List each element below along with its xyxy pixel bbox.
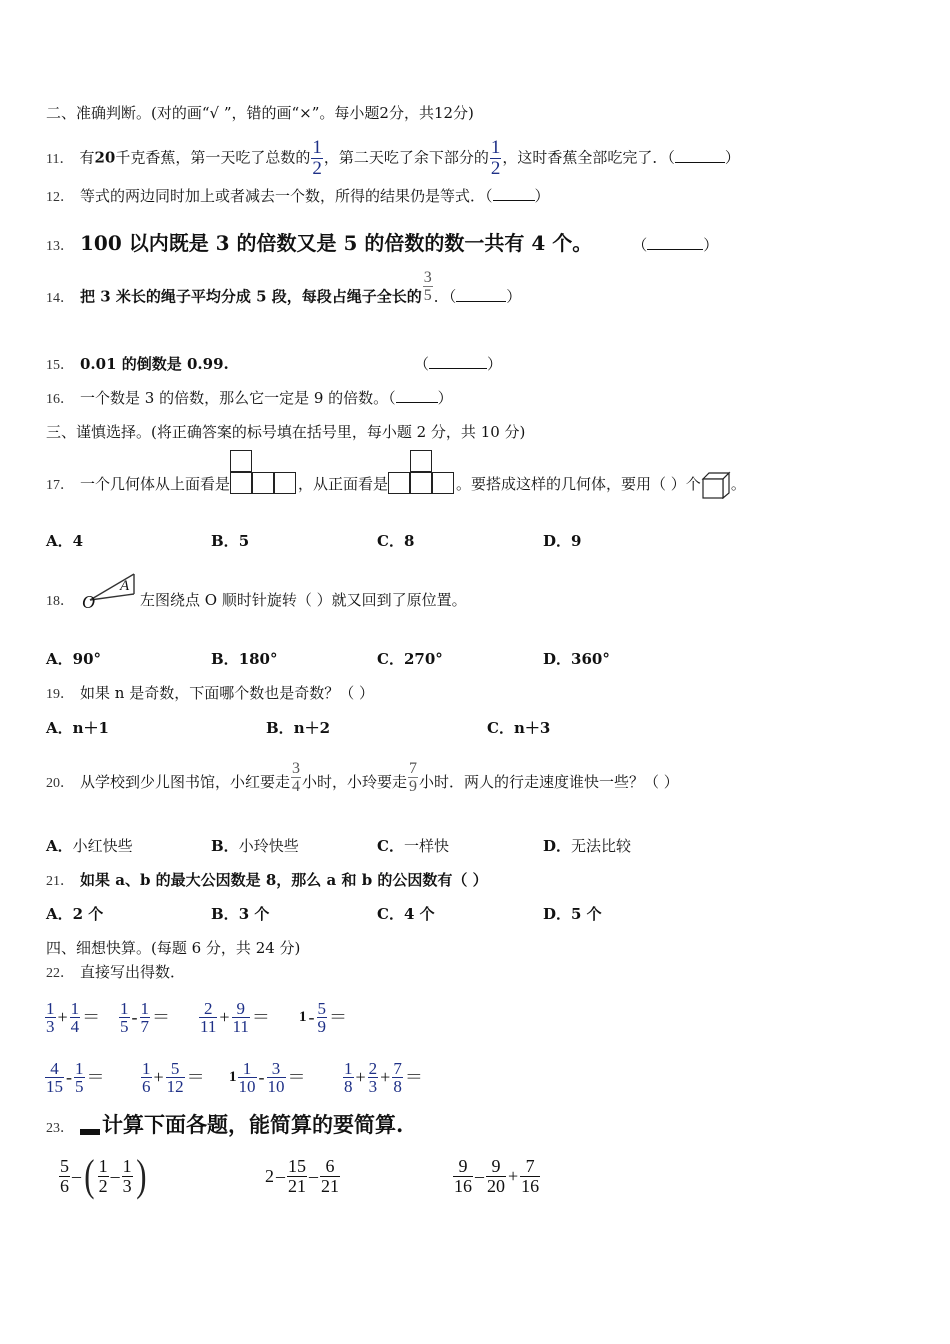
fraction-one-half: $\frac{1}{2}$: [312, 137, 322, 179]
expression: $\frac{5}{6}$ –( $\frac{1}{2}$ – $\frac{1}{3}$ ): [60, 1151, 147, 1200]
option-a[interactable]: A．4: [46, 532, 84, 550]
expression: 1 - $\frac{5}{9}$ ＝: [299, 998, 347, 1036]
option-c[interactable]: C．4 个: [377, 905, 435, 923]
option-d[interactable]: D．5 个: [543, 905, 602, 923]
option-b[interactable]: B．180°: [211, 650, 278, 668]
fraction-three-fifths: $\frac{3}{5}$: [423, 269, 432, 304]
option-b[interactable]: B．5: [211, 532, 250, 550]
option-d[interactable]: D．360°: [543, 650, 610, 668]
fraction-one-half: $\frac{1}{2}$: [490, 137, 501, 179]
question-21: 21． 如果 a、b 的最大公因数是 8，那么 a 和 b 的公因数有（ ）: [46, 871, 488, 889]
front-view-figure: [388, 472, 456, 494]
question-22: 22． 直接写出得数．: [46, 963, 186, 981]
option-a[interactable]: A．90°: [46, 650, 102, 668]
answer-blank[interactable]: [493, 188, 535, 201]
option-c[interactable]: C．n＋3: [487, 719, 551, 737]
question-number: 20．: [46, 776, 74, 791]
expression: $\frac{4}{15}$ - $\frac{1}{5}$ ＝: [46, 1058, 105, 1096]
option-a[interactable]: A．n＋1: [46, 719, 109, 737]
pencil-mark-icon: [80, 1129, 100, 1135]
question-15: 15． 0.01 的倒数是 0.99.: [46, 355, 229, 373]
fraction-three-quarters: $\frac{3}{4}$: [292, 759, 301, 795]
expression: $\frac{1}{5}$ - $\frac{1}{7}$ ＝: [120, 998, 170, 1036]
cube-icon: [701, 471, 731, 499]
rotation-angle-figure: [80, 570, 138, 610]
left-parenthesis: (: [84, 1151, 95, 1200]
option-d[interactable]: D．无法比较: [543, 837, 632, 855]
svg-text:A: A: [120, 578, 130, 594]
question-13: 13． 100 以内既是 3 的倍数又是 5 的倍数的数一共有 4 个。 （ ）: [46, 231, 719, 255]
option-d[interactable]: D．9: [543, 532, 582, 550]
option-a[interactable]: A．2 个: [46, 905, 104, 923]
option-c[interactable]: C．8: [377, 532, 415, 550]
question-number: 23．: [46, 1121, 74, 1136]
question-number: 19．: [46, 687, 74, 702]
question-17: 17． 一个几何体从上面看是 ，从正面看是 。要搭成这样的几何体，要用（ ）个 。: [46, 470, 746, 500]
top-view-figure: [230, 472, 298, 494]
answer-blank[interactable]: [456, 289, 506, 302]
question-14: 14． 把 3 米长的绳子平均分成 5 段，每段占绳子全长的 $\frac{3}{5}$ ．（ ）: [46, 269, 522, 306]
question-18: [46, 590, 80, 612]
expression: $\frac{1}{3}$ + $\frac{1}{4}$ ＝: [46, 998, 101, 1036]
option-c[interactable]: C．270°: [377, 650, 443, 668]
question-number: 22．: [46, 966, 74, 981]
expression: $\frac{1}{8}$ + $\frac{2}{3}$ + $\frac{7}{8}$ ＝: [344, 1058, 423, 1096]
svg-text:O: O: [82, 592, 95, 610]
expression: $\frac{2}{11}$ + $\frac{9}{11}$ ＝: [200, 998, 270, 1036]
question-number: 13．: [46, 239, 74, 254]
question-11: 11． 有20千克香蕉，第一天吃了总数的 $\frac{1}{2}$ ，第二天吃了余下部分的 $\frac{1}{2}$ ，这时香蕉全部吃完了．（ ）: [46, 137, 740, 179]
expression: $\frac{1}{6}$ + $\frac{5}{12}$ ＝: [142, 1058, 205, 1096]
question-18-text: 左图绕点 O 顺时针旋转（ ）就又回到了原位置。: [140, 591, 467, 609]
answer-blank[interactable]: [396, 390, 438, 403]
question-number: 18．: [46, 594, 74, 609]
question-number: 14．: [46, 290, 74, 306]
answer-blank[interactable]: [647, 237, 703, 250]
question-number: 15．: [46, 358, 74, 373]
question-19: 19． 如果 n 是奇数，下面哪个数也是奇数？（ ）: [46, 684, 374, 702]
section-3-title: 三、谨慎选择。(将正确答案的标号填在括号里，每小题 2 分，共 10 分): [46, 423, 526, 441]
question-number: 21．: [46, 874, 74, 889]
question-15-answer: （ ）: [414, 355, 503, 373]
answer-blank[interactable]: [429, 356, 487, 369]
question-16: 16． 一个数是 3 的倍数，那么它一定是 9 的倍数。（ ）: [46, 389, 453, 407]
question-number: 17．: [46, 478, 74, 493]
question-number: 12．: [46, 190, 74, 205]
question-23: 23． 计算下面各题，能简算的要简算.: [46, 1112, 404, 1137]
right-parenthesis: ): [135, 1151, 147, 1200]
answer-blank[interactable]: [675, 150, 725, 163]
question-number: 16．: [46, 392, 74, 407]
section-2-title: 二、准确判断。(对的画“√ ”，错的画“×”。每小题2分，共12分): [46, 104, 474, 122]
expression: $\frac{9}{16}$ – $\frac{9}{20}$ + $\frac{7}{16}$: [454, 1155, 540, 1196]
option-b[interactable]: B．小玲快些: [211, 837, 299, 855]
question-number: 11．: [46, 151, 74, 167]
option-b[interactable]: B．n＋2: [266, 719, 331, 737]
option-b[interactable]: B．3 个: [211, 905, 270, 923]
question-20: 20． 从学校到少儿图书馆，小红要走 $\frac{3}{4}$ 小时，小玲要走 $\frac{7}{9}$ 小时．两人的行走速度谁快一些？（ ）: [46, 759, 679, 795]
option-a[interactable]: A．小红快些: [46, 837, 133, 855]
expression: 1 $\frac{1}{10}$ - $\frac{3}{10}$ ＝: [229, 1058, 306, 1096]
expression: 2 – $\frac{15}{21}$ – $\frac{6}{21}$: [265, 1155, 339, 1196]
option-c[interactable]: C．一样快: [377, 837, 449, 855]
question-12: 12． 等式的两边同时加上或者减去一个数，所得的结果仍是等式．（ ）: [46, 187, 550, 205]
section-4-title: 四、细想快算。(每题 6 分，共 24 分): [46, 939, 301, 957]
fraction-seven-ninths: $\frac{7}{9}$: [409, 759, 418, 795]
